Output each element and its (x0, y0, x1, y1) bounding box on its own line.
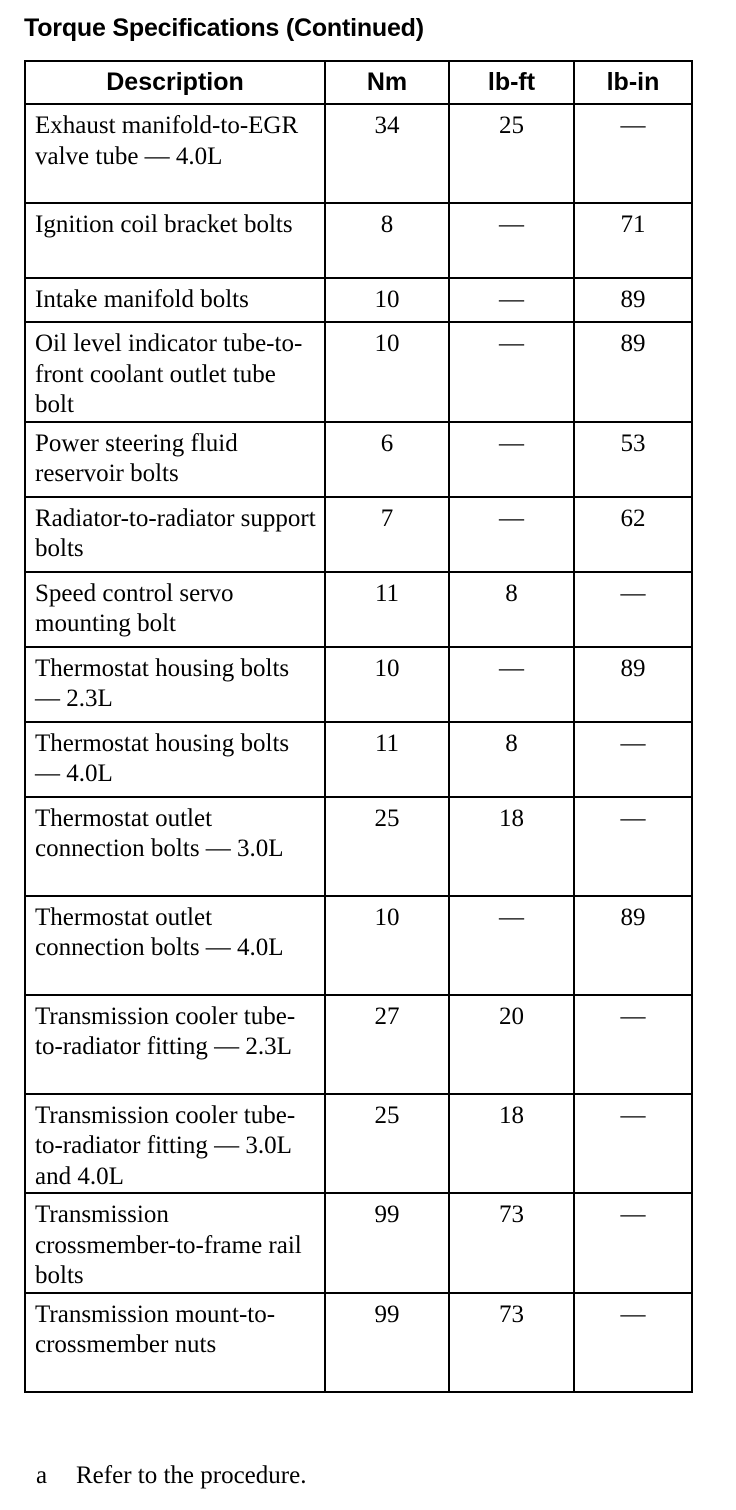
lb-ft-cell: 18 (449, 1094, 574, 1194)
nm-cell: 34 (325, 104, 449, 203)
lb-in-cell: 89 (574, 896, 692, 995)
lb-in-cell: 62 (574, 497, 692, 572)
lb-ft-cell: 8 (449, 722, 574, 797)
nm-cell: 99 (325, 1293, 449, 1392)
lb-ft-cell: — (449, 203, 574, 278)
table-header-row (25, 61, 692, 104)
lb-in-cell: — (574, 104, 692, 203)
description-cell: Thermostat housing bolts — 4.0L (25, 722, 325, 797)
lb-ft-cell: 8 (449, 572, 574, 647)
description-cell: Transmission cooler tube-to-radiator fitting — 3.0L and 4.0L (25, 1094, 325, 1194)
lb-ft-cell: — (449, 422, 574, 497)
column-header-lb-ft: lb-ft (449, 61, 574, 104)
table-row (25, 995, 692, 1094)
lb-in-cell: 71 (574, 203, 692, 278)
table-row (25, 647, 692, 722)
nm-cell: 25 (325, 797, 449, 896)
nm-cell: 8 (325, 203, 449, 278)
lb-ft-cell: 25 (449, 104, 574, 203)
table-row (25, 322, 692, 422)
lb-in-cell: 53 (574, 422, 692, 497)
lb-in-cell: — (574, 995, 692, 1094)
table-row (25, 797, 692, 896)
description-cell: Exhaust manifold-to-EGR valve tube — 4.0L (25, 104, 325, 203)
description-cell: Oil level indicator tube-to-front coolant outlet tube bolt (25, 322, 325, 422)
footnote-marker: a (36, 1462, 48, 1489)
lb-ft-cell: 73 (449, 1293, 574, 1392)
nm-cell: 99 (325, 1193, 449, 1293)
lb-in-cell: 89 (574, 322, 692, 422)
table-row (25, 278, 692, 322)
page-title: Torque Specifications (Continued) (24, 14, 424, 42)
description-cell: Ignition coil bracket bolts (25, 203, 325, 278)
lb-ft-cell: — (449, 896, 574, 995)
table-row (25, 1094, 692, 1194)
lb-in-cell: — (574, 1193, 692, 1293)
description-cell: Power steering fluid reservoir bolts (25, 422, 325, 497)
lb-ft-cell: — (449, 278, 574, 322)
column-header-lb-in: lb-in (574, 61, 692, 104)
lb-in-cell: — (574, 797, 692, 896)
lb-ft-cell: 20 (449, 995, 574, 1094)
table-row (25, 896, 692, 995)
description-cell: Thermostat outlet connection bolts — 3.0L (25, 797, 325, 896)
torque-spec-table (24, 60, 693, 1393)
nm-cell: 10 (325, 647, 449, 722)
lb-ft-cell: 18 (449, 797, 574, 896)
nm-cell: 10 (325, 278, 449, 322)
description-cell: Thermostat outlet connection bolts — 4.0L (25, 896, 325, 995)
lb-in-cell: — (574, 1094, 692, 1194)
footnote-text: Refer to the procedure. (76, 1462, 307, 1489)
footnote (36, 1462, 306, 1490)
description-cell: Radiator-to-radiator support bolts (25, 497, 325, 572)
table-row (25, 497, 692, 572)
table-row (25, 722, 692, 797)
lb-ft-cell: — (449, 647, 574, 722)
lb-ft-cell: — (449, 322, 574, 422)
lb-in-cell: — (574, 572, 692, 647)
lb-ft-cell: 73 (449, 1193, 574, 1293)
table-row (25, 422, 692, 497)
description-cell: Transmission mount-to-crossmember nuts (25, 1293, 325, 1392)
nm-cell: 10 (325, 896, 449, 995)
lb-ft-cell: — (449, 497, 574, 572)
table-row (25, 203, 692, 278)
lb-in-cell: — (574, 722, 692, 797)
description-cell: Transmission crossmember-to-frame rail bolts (25, 1193, 325, 1293)
description-cell: Transmission cooler tube-to-radiator fitting — 2.3L (25, 995, 325, 1094)
nm-cell: 6 (325, 422, 449, 497)
lb-in-cell: 89 (574, 647, 692, 722)
column-header-nm: Nm (325, 61, 449, 104)
nm-cell: 10 (325, 322, 449, 422)
lb-in-cell: 89 (574, 278, 692, 322)
nm-cell: 11 (325, 722, 449, 797)
nm-cell: 11 (325, 572, 449, 647)
table-row (25, 1193, 692, 1293)
nm-cell: 27 (325, 995, 449, 1094)
description-cell: Speed control servo mounting bolt (25, 572, 325, 647)
description-cell: Thermostat housing bolts — 2.3L (25, 647, 325, 722)
table-row (25, 572, 692, 647)
description-cell: Intake manifold bolts (25, 278, 325, 322)
table-row (25, 1293, 692, 1392)
nm-cell: 7 (325, 497, 449, 572)
lb-in-cell: — (574, 1293, 692, 1392)
column-header-description: Description (25, 61, 325, 104)
nm-cell: 25 (325, 1094, 449, 1194)
table-row (25, 104, 692, 203)
